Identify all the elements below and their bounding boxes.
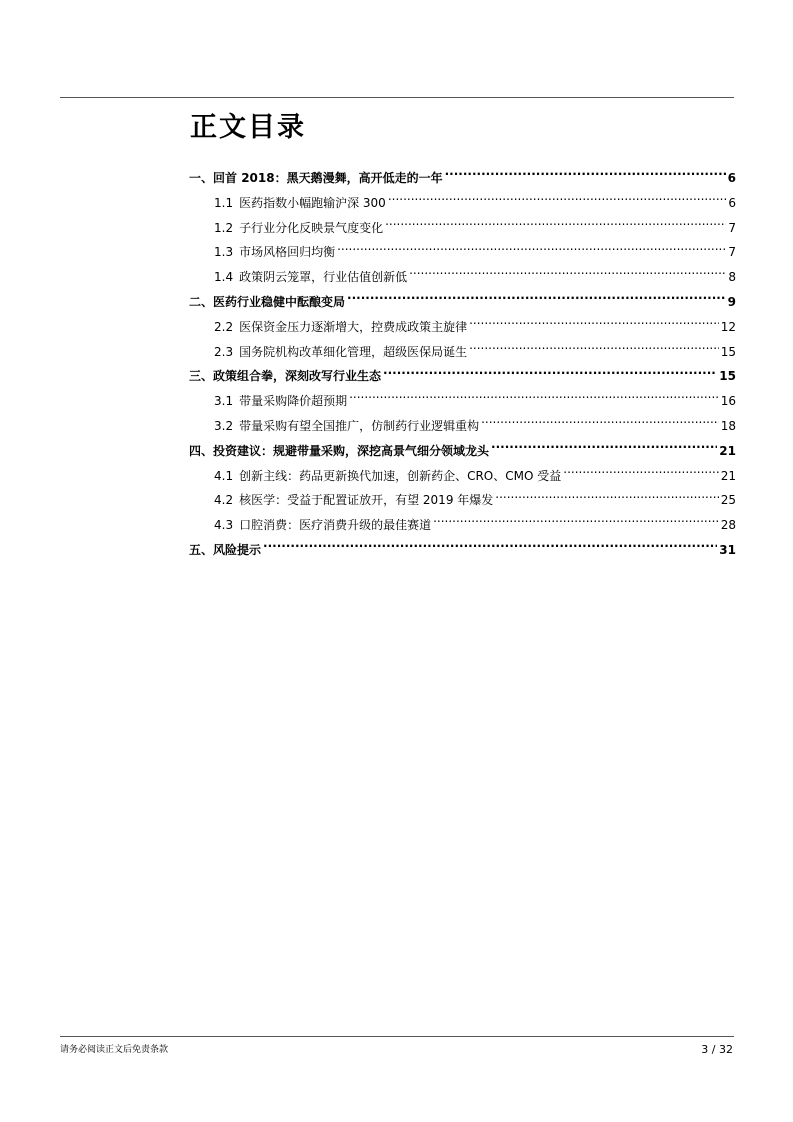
toc-entry-number: 4.3: [214, 518, 234, 533]
table-of-contents: [189, 166, 736, 563]
toc-dot-leader: [491, 443, 717, 455]
toc-entry-title: 口腔消费：医疗消费升级的最佳赛道: [239, 518, 432, 533]
toc-entry-number: 四、: [189, 443, 214, 458]
toc-subsection-entry[interactable]: [189, 488, 736, 513]
toc-entry-title: 政策组合拳，深刻改写行业生态: [213, 369, 382, 384]
toc-entry-page-number: 31: [719, 542, 736, 557]
toc-dot-leader: [481, 418, 719, 430]
toc-entry-number: 2.2: [214, 319, 234, 334]
toc-entry-title: 医药指数小幅跑输沪深 300: [239, 195, 386, 210]
toc-entry-page-number: 7: [728, 245, 736, 260]
toc-entry-number: 3.2: [214, 418, 234, 433]
toc-entry-number: 4.2: [214, 493, 234, 508]
header-rule: [60, 97, 734, 98]
toc-dot-leader: [349, 393, 719, 405]
toc-entry-title: 国务院机构改革细化管理，超级医保局诞生: [239, 344, 468, 359]
toc-section-entry[interactable]: [189, 439, 736, 464]
toc-subsection-entry[interactable]: [189, 464, 736, 489]
toc-entry-page-number: 28: [720, 518, 736, 533]
toc-dot-leader: [337, 244, 726, 256]
toc-entry-title: 回首 2018：黑天鹅漫舞，高开低走的一年: [213, 171, 443, 185]
toc-entry-title: 投资建议：规避带量采购，深挖高景气细分领域龙头: [213, 443, 490, 458]
toc-entry-title: 核医学：受益于配置证放开，有望 2019 年爆发: [239, 493, 494, 508]
toc-entry-page-number: 12: [720, 319, 736, 334]
toc-entry-number: 三、: [189, 369, 214, 384]
toc-subsection-entry[interactable]: [189, 191, 736, 216]
toc-entry-title: 医药行业稳健中酝酿变局: [213, 294, 346, 309]
toc-dot-leader: [388, 195, 727, 207]
toc-dot-leader: [469, 319, 719, 331]
toc-subsection-entry[interactable]: [189, 389, 736, 414]
toc-entry-page-number: 21: [720, 468, 736, 483]
toc-entry-number: 4.1: [214, 468, 234, 483]
toc-dot-leader: [383, 368, 717, 380]
toc-entry-title: 带量采购有望全国推广，仿制药行业逻辑重构: [239, 418, 480, 433]
toc-subsection-entry[interactable]: [189, 216, 736, 241]
toc-subsection-entry[interactable]: [189, 315, 736, 340]
toc-dot-leader: [263, 542, 717, 554]
toc-entry-page-number: 16: [720, 394, 736, 409]
toc-entry-page-number: 9: [727, 294, 736, 309]
toc-entry-number: 1.1: [214, 195, 234, 210]
toc-entry-number: 1.3: [214, 245, 234, 260]
toc-dot-leader: [347, 294, 726, 306]
toc-dot-leader: [433, 517, 719, 529]
toc-subsection-entry[interactable]: [189, 265, 736, 290]
footer-disclaimer[interactable]: 请务必阅读正文后免责条款: [60, 1045, 169, 1055]
toc-entry-page-number: 25: [720, 493, 736, 508]
toc-section-entry[interactable]: [189, 290, 736, 315]
toc-entry-number: 2.3: [214, 344, 234, 359]
footer-rule: [60, 1036, 734, 1037]
toc-entry-title: 子行业分化反映景气度变化: [239, 220, 384, 235]
toc-dot-leader: [469, 344, 719, 356]
toc-dot-leader: [445, 170, 726, 182]
toc-entry-page-number: 15: [720, 344, 736, 359]
toc-subsection-entry[interactable]: [189, 414, 736, 439]
toc-entry-page-number: 6: [728, 195, 736, 210]
toc-section-entry[interactable]: [189, 364, 736, 389]
toc-entry-title: 政策阴云笼罩，行业估值创新低: [239, 270, 408, 285]
toc-entry-page-number: 8: [728, 270, 736, 285]
toc-entry-number: 五、: [189, 542, 214, 557]
toc-entry-title: 风险提示: [213, 542, 262, 557]
toc-entry-page-number: 21: [719, 443, 736, 458]
footer-page-number: 3 / 32: [701, 1043, 733, 1056]
toc-entry-number: 3.1: [214, 394, 234, 409]
toc-section-entry[interactable]: [189, 538, 736, 563]
toc-entry-title: 带量采购降价超预期: [239, 394, 348, 409]
toc-entry-number: 二、: [189, 294, 214, 309]
toc-section-entry[interactable]: [189, 166, 736, 191]
toc-dot-leader: [563, 468, 718, 480]
toc-subsection-entry[interactable]: [189, 340, 736, 365]
toc-entry-number: 一、: [189, 171, 214, 185]
toc-entry-page-number: 7: [728, 220, 736, 235]
toc-dot-leader: [385, 220, 726, 232]
toc-entry-title: 医保资金压力逐渐增大，控费成政策主旋律: [239, 319, 468, 334]
toc-entry-title: 市场风格回归均衡: [239, 245, 336, 260]
toc-entry-page-number: 18: [720, 418, 736, 433]
toc-entry-number: 1.4: [214, 270, 234, 285]
toc-dot-leader: [495, 492, 718, 504]
toc-subsection-entry[interactable]: [189, 240, 736, 265]
toc-entry-number: 1.2: [214, 220, 234, 235]
page-title: 正文目录: [190, 112, 306, 143]
toc-entry-page-number: 15: [719, 369, 736, 384]
toc-entry-title: 创新主线：药品更新换代加速，创新药企、CRO、CMO 受益: [239, 468, 562, 483]
toc-subsection-entry[interactable]: [189, 513, 736, 538]
toc-dot-leader: [409, 269, 726, 281]
toc-entry-page-number: 6: [727, 171, 736, 185]
